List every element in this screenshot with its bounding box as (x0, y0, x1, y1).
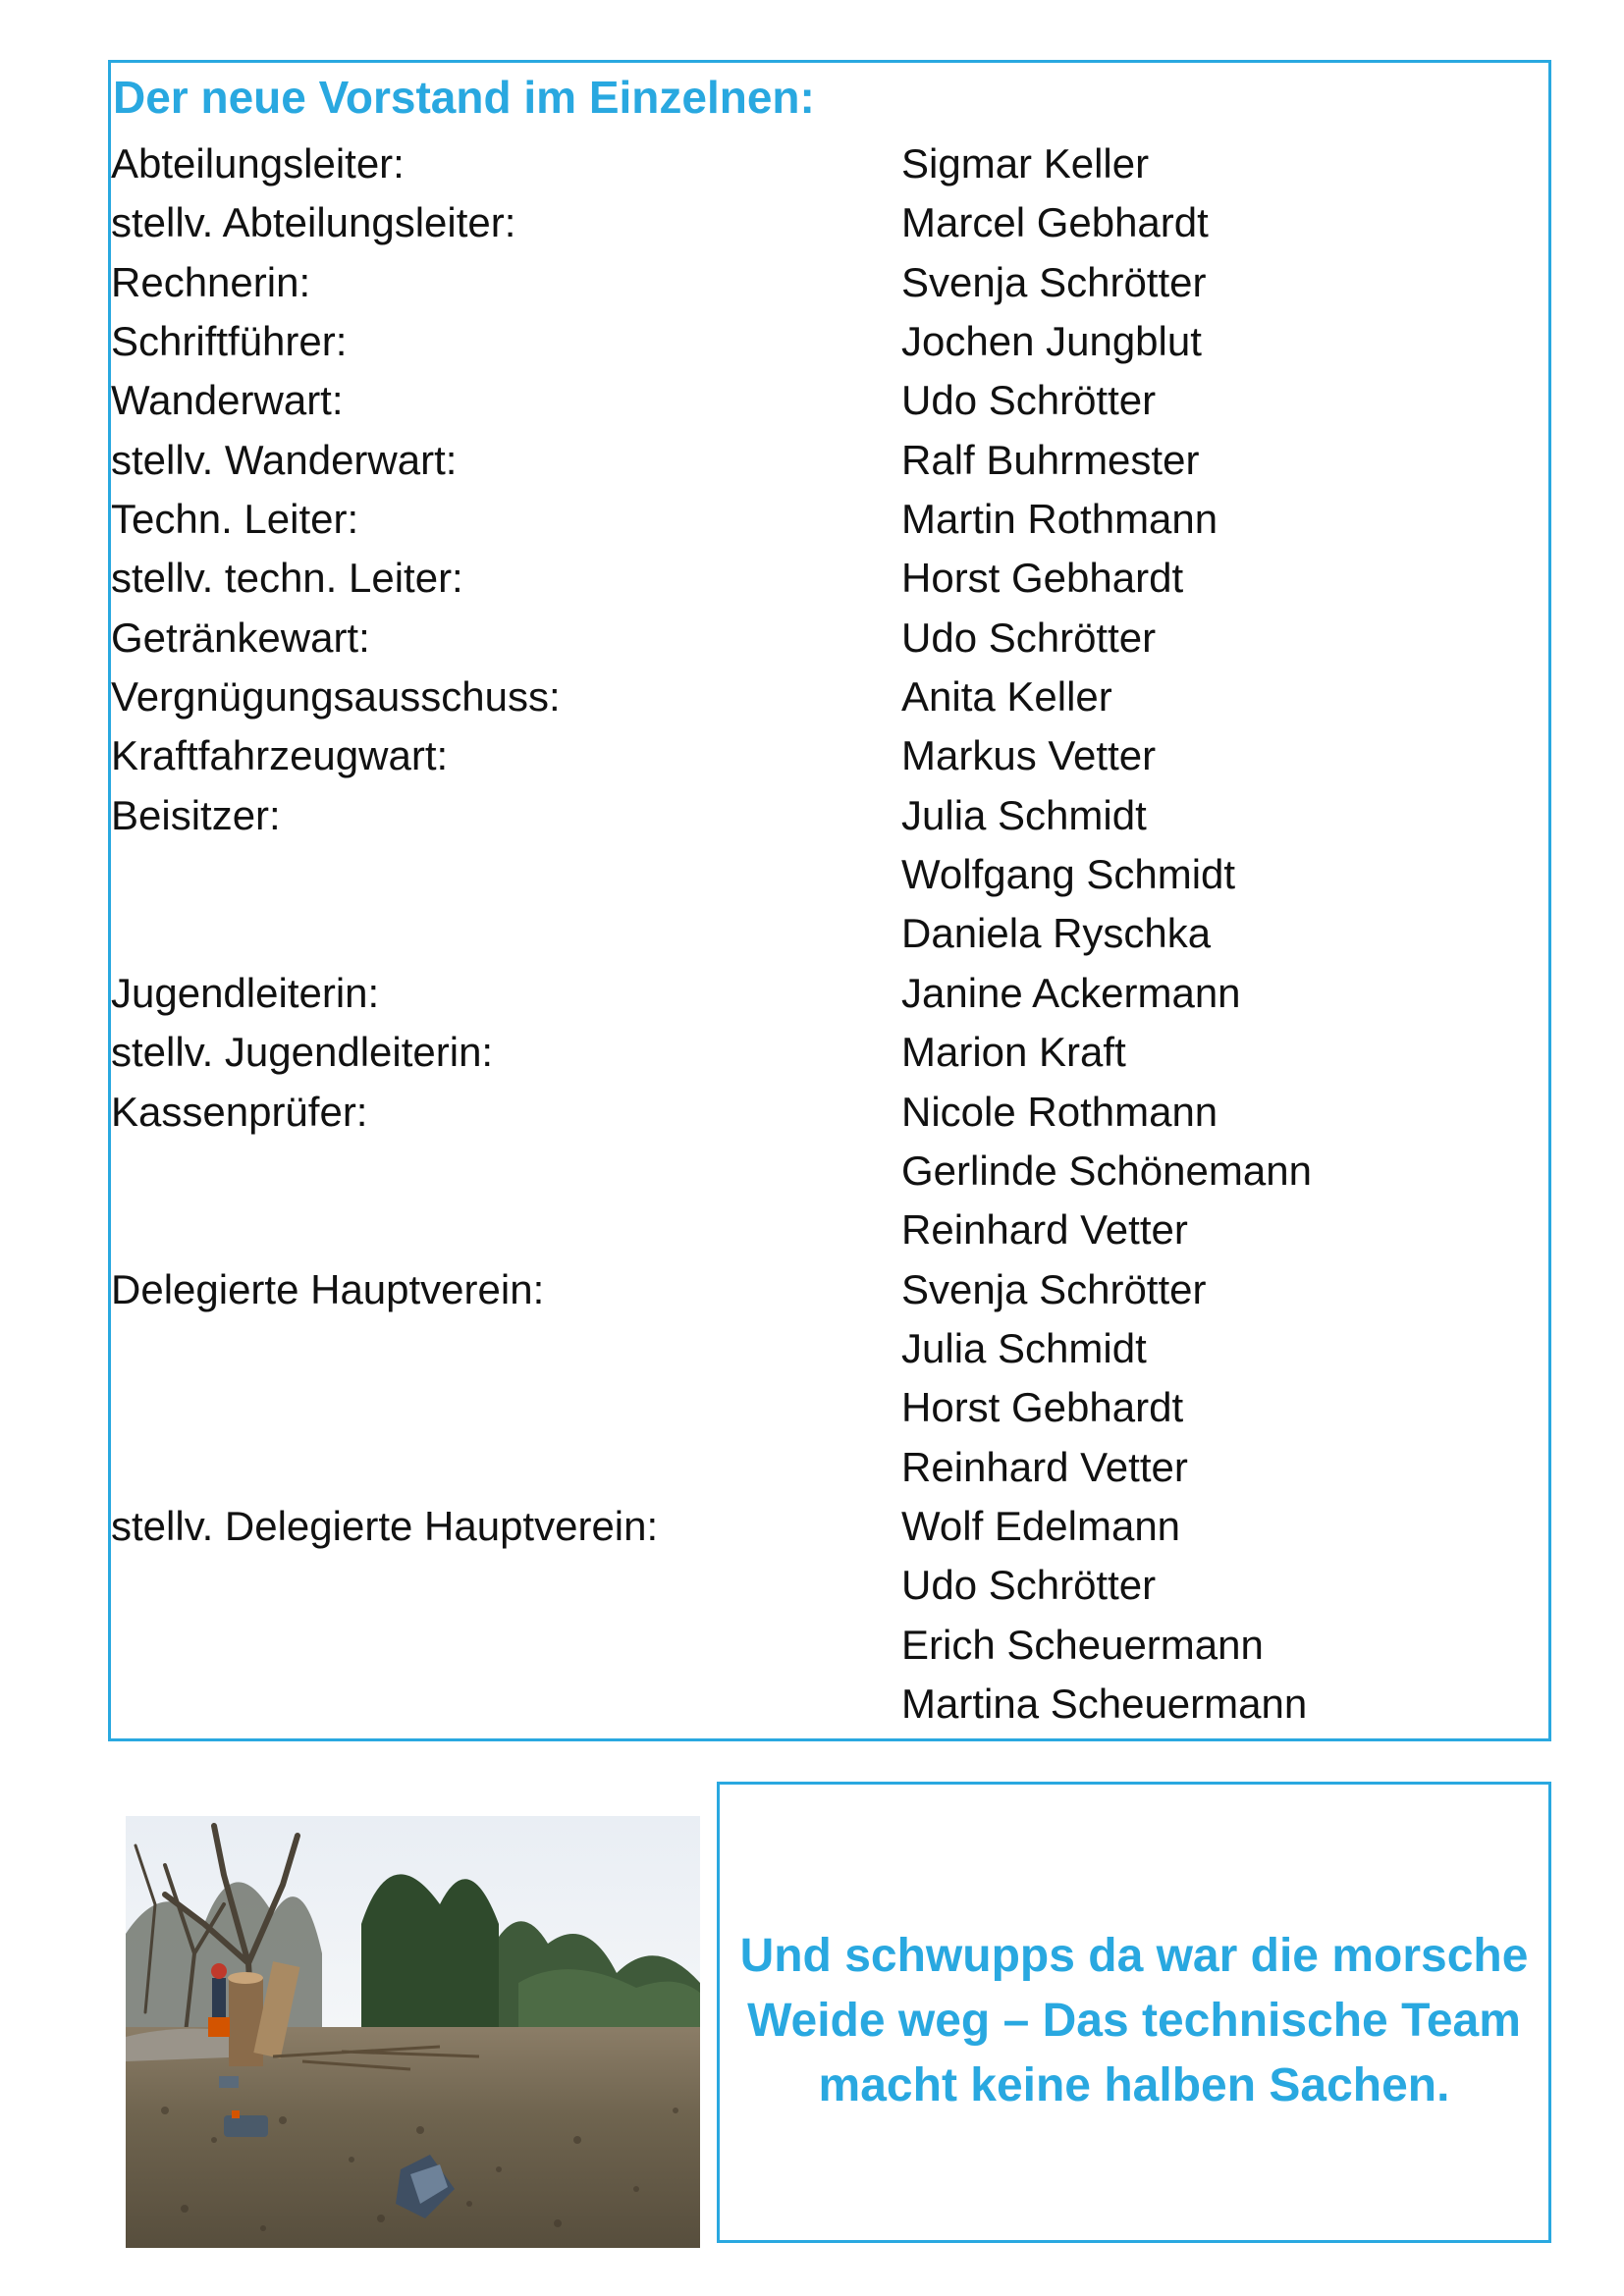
board-row (111, 1142, 1548, 1201)
photo-ground (126, 2027, 700, 2248)
board-person: Wolfgang Schmidt (901, 851, 1236, 898)
board-role: Delegierte Hauptverein: (111, 1265, 545, 1312)
board-role: Kassenprüfer: (111, 1088, 368, 1135)
board-row (111, 964, 1548, 1023)
board-row (111, 1023, 1548, 1082)
board-row (111, 1616, 1548, 1675)
board-person: Jochen Jungblut (901, 318, 1202, 365)
board-role: Getränkewart: (111, 614, 370, 661)
board-row (111, 786, 1548, 845)
board-person: Erich Scheuermann (901, 1621, 1264, 1668)
board-row (111, 431, 1548, 490)
photo-illustration (126, 1816, 700, 2248)
board-row (111, 1201, 1548, 1259)
board-person: Udo Schrötter (901, 614, 1157, 661)
board-person: Julia Schmidt (901, 791, 1147, 838)
board-person: Udo Schrötter (901, 377, 1157, 424)
board-role: Kraftfahrzeugwart: (111, 732, 449, 779)
board-row (111, 1497, 1548, 1556)
board-row (111, 1319, 1548, 1378)
caption-line-2: Weide weg – Das technische Team (747, 1995, 1521, 2047)
board-row (111, 312, 1548, 371)
board-person: Markus Vetter (901, 732, 1157, 779)
board-row (111, 1083, 1548, 1142)
caption-box (717, 1782, 1551, 2243)
board-person: Daniela Ryschka (901, 910, 1212, 957)
board-row (111, 371, 1548, 430)
caption-line-1: Und schwupps da war die morsche (739, 1930, 1529, 1982)
board-row (111, 609, 1548, 667)
board-role: Schriftführer: (111, 318, 348, 365)
board-row (111, 490, 1548, 549)
board-person: Marcel Gebhardt (901, 199, 1209, 246)
board-role: Jugendleiterin: (111, 969, 380, 1016)
board-person: Reinhard Vetter (901, 1443, 1188, 1490)
board-row (111, 1260, 1548, 1319)
board-row (111, 549, 1548, 608)
board-person: Horst Gebhardt (901, 1384, 1184, 1431)
board-row (111, 134, 1548, 193)
board-role: Wanderwart: (111, 377, 344, 424)
board-person: Julia Schmidt (901, 1324, 1147, 1371)
board-row (111, 1438, 1548, 1497)
board-person: Nicole Rothmann (901, 1088, 1218, 1135)
board-row (111, 726, 1548, 785)
board-person: Horst Gebhardt (901, 555, 1184, 602)
board-person: Reinhard Vetter (901, 1206, 1188, 1254)
board-person: Ralf Buhrmester (901, 436, 1200, 483)
caption-line-3: macht keine halben Sachen. (818, 2059, 1450, 2111)
board-row (111, 845, 1548, 904)
board-person: Anita Keller (901, 673, 1112, 721)
board-row (111, 1556, 1548, 1615)
board-person: Svenja Schrötter (901, 258, 1207, 305)
tree-removal-photo (126, 1816, 700, 2248)
board-person: Udo Schrötter (901, 1562, 1157, 1609)
board-row (111, 904, 1548, 963)
board-role: stellv. Abteilungsleiter: (111, 199, 516, 246)
board-role: stellv. Wanderwart: (111, 436, 458, 483)
board-person: Martin Rothmann (901, 496, 1218, 543)
board-role: stellv. Delegierte Hauptverein: (111, 1502, 659, 1549)
board-title: Der neue Vorstand im Einzelnen: (113, 72, 815, 123)
board-row (111, 253, 1548, 312)
board-role: Vergnügungsausschuss: (111, 673, 561, 721)
board-person: Gerlinde Schönemann (901, 1147, 1312, 1194)
board-role: stellv. Jugendleiterin: (111, 1029, 494, 1076)
board-role: Techn. Leiter: (111, 496, 359, 543)
board-row (111, 1378, 1548, 1437)
board-row (111, 667, 1548, 726)
board-role: stellv. techn. Leiter: (111, 555, 463, 602)
caption-text (720, 1924, 1548, 2118)
board-role: Beisitzer: (111, 791, 281, 838)
board-row (111, 193, 1548, 252)
board-row (111, 1675, 1548, 1734)
board-person: Wolf Edelmann (901, 1502, 1181, 1549)
board-member-list (111, 134, 1548, 1734)
board-person: Marion Kraft (901, 1029, 1126, 1076)
board-person: Janine Ackermann (901, 969, 1241, 1016)
board-person: Martina Scheuermann (901, 1680, 1308, 1727)
board-role: Rechnerin: (111, 258, 311, 305)
board-person: Sigmar Keller (901, 140, 1150, 187)
board-member-box (108, 60, 1551, 1741)
board-role: Abteilungsleiter: (111, 140, 405, 187)
board-person: Svenja Schrötter (901, 1265, 1207, 1312)
